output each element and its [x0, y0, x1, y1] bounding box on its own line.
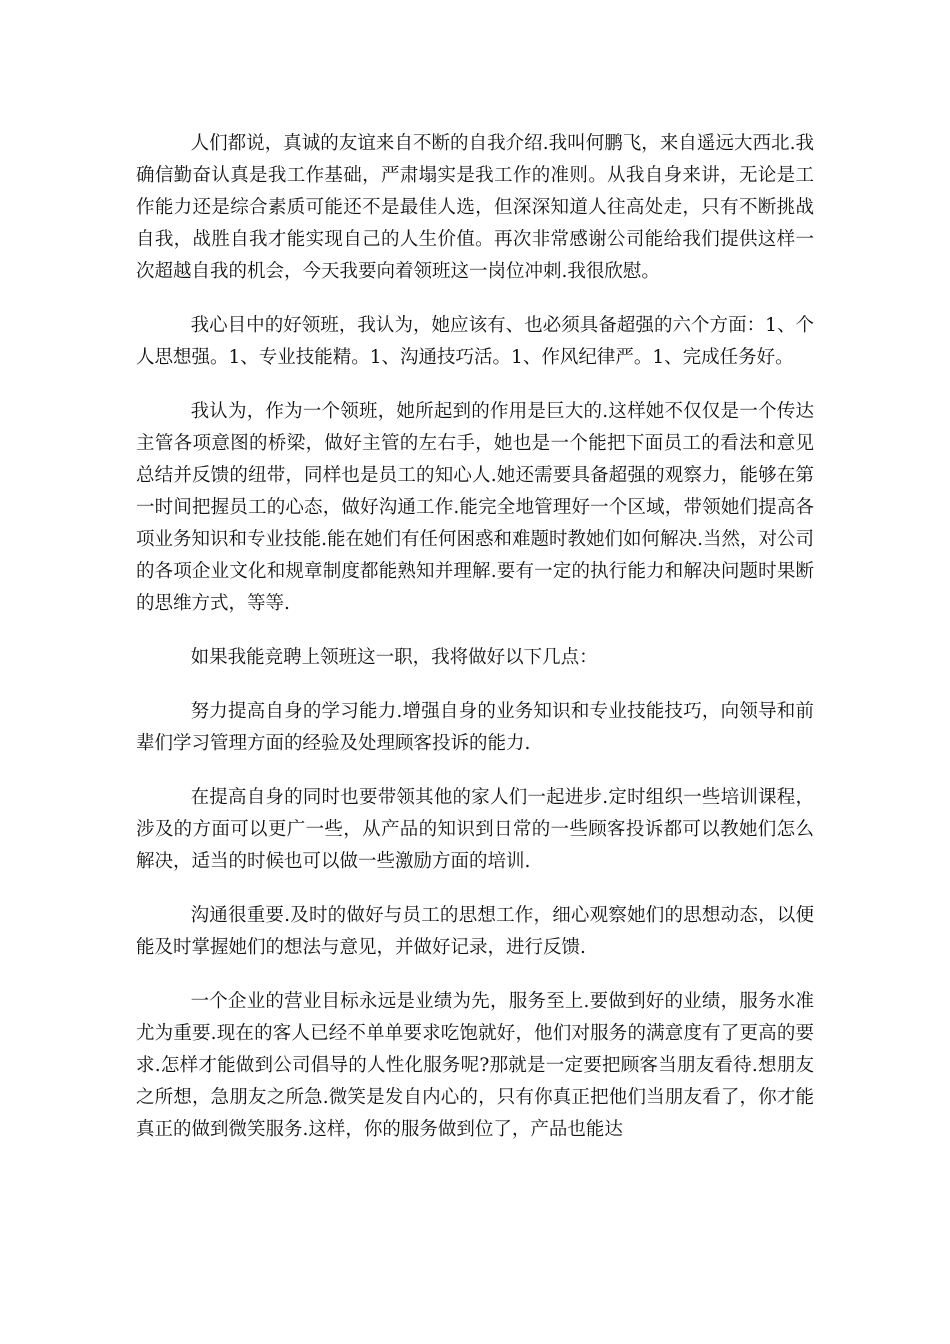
- paragraph-good-leader: 我心目中的好领班，我认为，她应该有、也必须具备超强的六个方面：1、个人思想强。1、专业技能精。1、沟通技巧活。1、作风纪律严。1、完成任务好。: [136, 315, 814, 368]
- paragraph-plan-learning: 努力提高自身的学习能力.增强自身的业务知识和专业技能技巧，向领导和前辈们学习管理方面的经验及处理顾客投诉的能力.: [136, 701, 814, 754]
- paragraph-role: 我认为，作为一个领班，她所起到的作用是巨大的.这样她不仅仅是一个传达主管各项意图的桥梁，做好主管的左右手，她也是一个能把下面员工的看法和意见总结并反馈的纽带，同样也是员工的知心人.她还需要具备超强的观察力，能够在第一时间把握员工的心态，做好沟通工作.能完全地管理好一个区域，带领她们提高各项业务知识和专业技能.能在她们有任何困惑和难题时教她们如何解决.当然，对公司的各项企业文化和规章制度都能熟知并理解.要有一定的执行能力和解决问题时果断的思维方式，等等.: [136, 401, 814, 614]
- paragraph-service: 一个企业的营业目标永远是业绩为先，服务至上.要做到好的业绩，服务水准尤为重要.现在的客人已经不单单要求吃饱就好，他们对服务的满意度有了更高的要求.怎样才能做到公司倡导的人性化服务呢?那就是一定要把顾客当朋友看待.想朋友之所想，急朋友之所急.微笑是发自内心的，只有你真正把他们当朋友看了，你才能真正的做到微笑服务.这样，你的服务做到位了，产品也能达: [136, 991, 814, 1140]
- paragraph-plan-communication: 沟通很重要.及时的做好与员工的思想工作，细心观察她们的思想动态，以便能及时掌握她们的想法与意见，并做好记录，进行反馈.: [136, 905, 814, 958]
- paragraph-intro: 人们都说，真诚的友谊来自不断的自我介绍.我叫何鹏飞，来自遥远大西北.我确信勤奋认真是我工作基础，严肃塌实是我工作的准则。从我自身来讲，无论是工作能力还是综合素质可能还不是最佳人选，但深深知道人往高处走，只有不断挑战自我，战胜自我才能实现自己的人生价值。再次非常感谢公司能给我们提供这样一次超越自我的机会，今天我要向着领班这一岗位冲刺.我很欣慰。: [136, 133, 814, 282]
- document-body: [136, 128, 814, 1168]
- paragraph-plan-intro: 如果我能竞聘上领班这一职，我将做好以下几点：: [190, 647, 598, 668]
- paragraph-plan-training: 在提高自身的同时也要带领其他的家人们一起进步.定时组织一些培训课程，涉及的方面可以更广一些，从产品的知识到日常的一些顾客投诉都可以教她们怎么解决，适当的时候也可以做一些激励方面的培训.: [136, 787, 814, 872]
